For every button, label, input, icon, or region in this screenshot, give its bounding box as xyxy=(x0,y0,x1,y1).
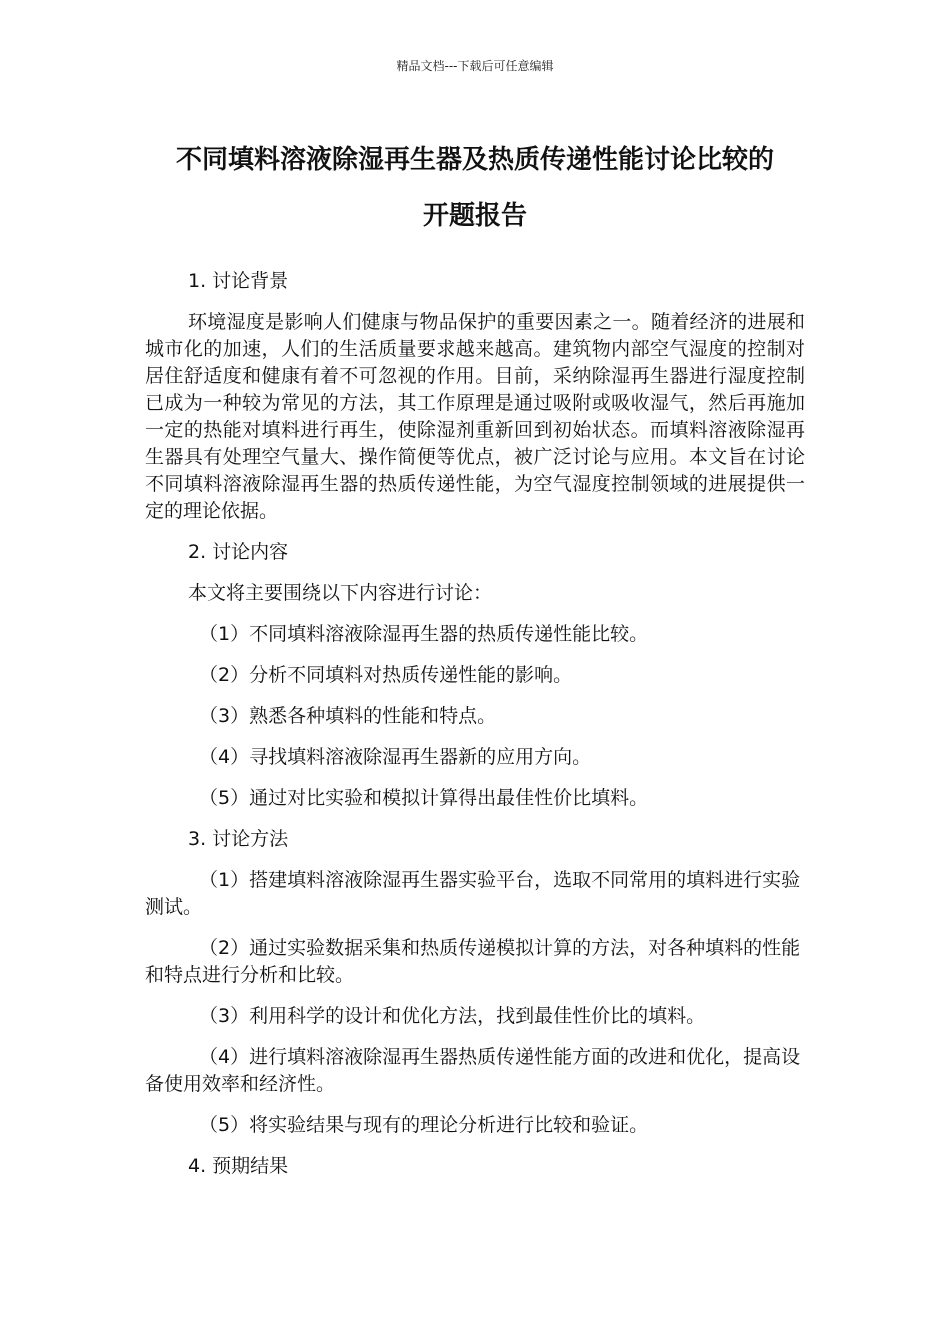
title-line-1: 不同填料溶液除湿再生器及热质传递性能讨论比较的 xyxy=(175,145,774,175)
section-heading-methods: 3. 讨论方法 xyxy=(188,828,289,850)
document-title xyxy=(140,132,810,244)
method-item: （5）将实验结果与现有的理论分析进行比较和验证。 xyxy=(199,1114,649,1136)
method-item: （3）利用科学的设计和优化方法，找到最佳性价比的填料。 xyxy=(199,1005,706,1027)
method-item: （1）搭建填料溶液除湿再生器实验平台，选取不同常用的填料进行实验测试。 xyxy=(145,869,801,918)
content-item: （2）分析不同填料对热质传递性能的影响。 xyxy=(199,664,573,686)
content-item: （1）不同填料溶液除湿再生器的热质传递性能比较。 xyxy=(199,623,649,645)
title-line-2: 开题报告 xyxy=(422,201,527,231)
page-header: 精品文档---下载后可任意编辑 xyxy=(396,59,554,73)
content-intro: 本文将主要围绕以下内容进行讨论： xyxy=(188,582,493,604)
section-heading-background: 1. 讨论背景 xyxy=(188,270,289,292)
method-item: （2）通过实验数据采集和热质传递模拟计算的方法，对各种填料的性能和特点进行分析和比较。 xyxy=(145,937,801,986)
content-item: （4）寻找填料溶液除湿再生器新的应用方向。 xyxy=(199,746,592,768)
background-paragraph: 环境湿度是影响人们健康与物品保护的重要因素之一。随着经济的进展和城市化的加速，人们的生活质量要求越来越高。建筑物内部空气湿度的控制对居住舒适度和健康有着不可忽视的作用。目前，采纳除湿再生器进行湿度控制已成为一种较为常见的方法，其工作原理是通过吸附或吸收湿气，然后再施加一定的热能对填料进行再生，使除湿剂重新回到初始状态。而填料溶液除湿再生器具有处理空气量大、操作简便等优点，被广泛讨论与应用。本文旨在讨论不同填料溶液除湿再生器的热质传递性能，为空气湿度控制领域的进展提供一定的理论依据。 xyxy=(145,311,805,522)
document-body xyxy=(145,268,805,1194)
method-item: （4）进行填料溶液除湿再生器热质传递性能方面的改进和优化，提高设备使用效率和经济性。 xyxy=(145,1046,801,1095)
content-item: （3）熟悉各种填料的性能和特点。 xyxy=(199,705,497,727)
section-heading-content: 2. 讨论内容 xyxy=(188,541,289,563)
section-heading-results: 4. 预期结果 xyxy=(188,1155,289,1177)
content-item: （5）通过对比实验和模拟计算得出最佳性价比填料。 xyxy=(199,787,649,809)
